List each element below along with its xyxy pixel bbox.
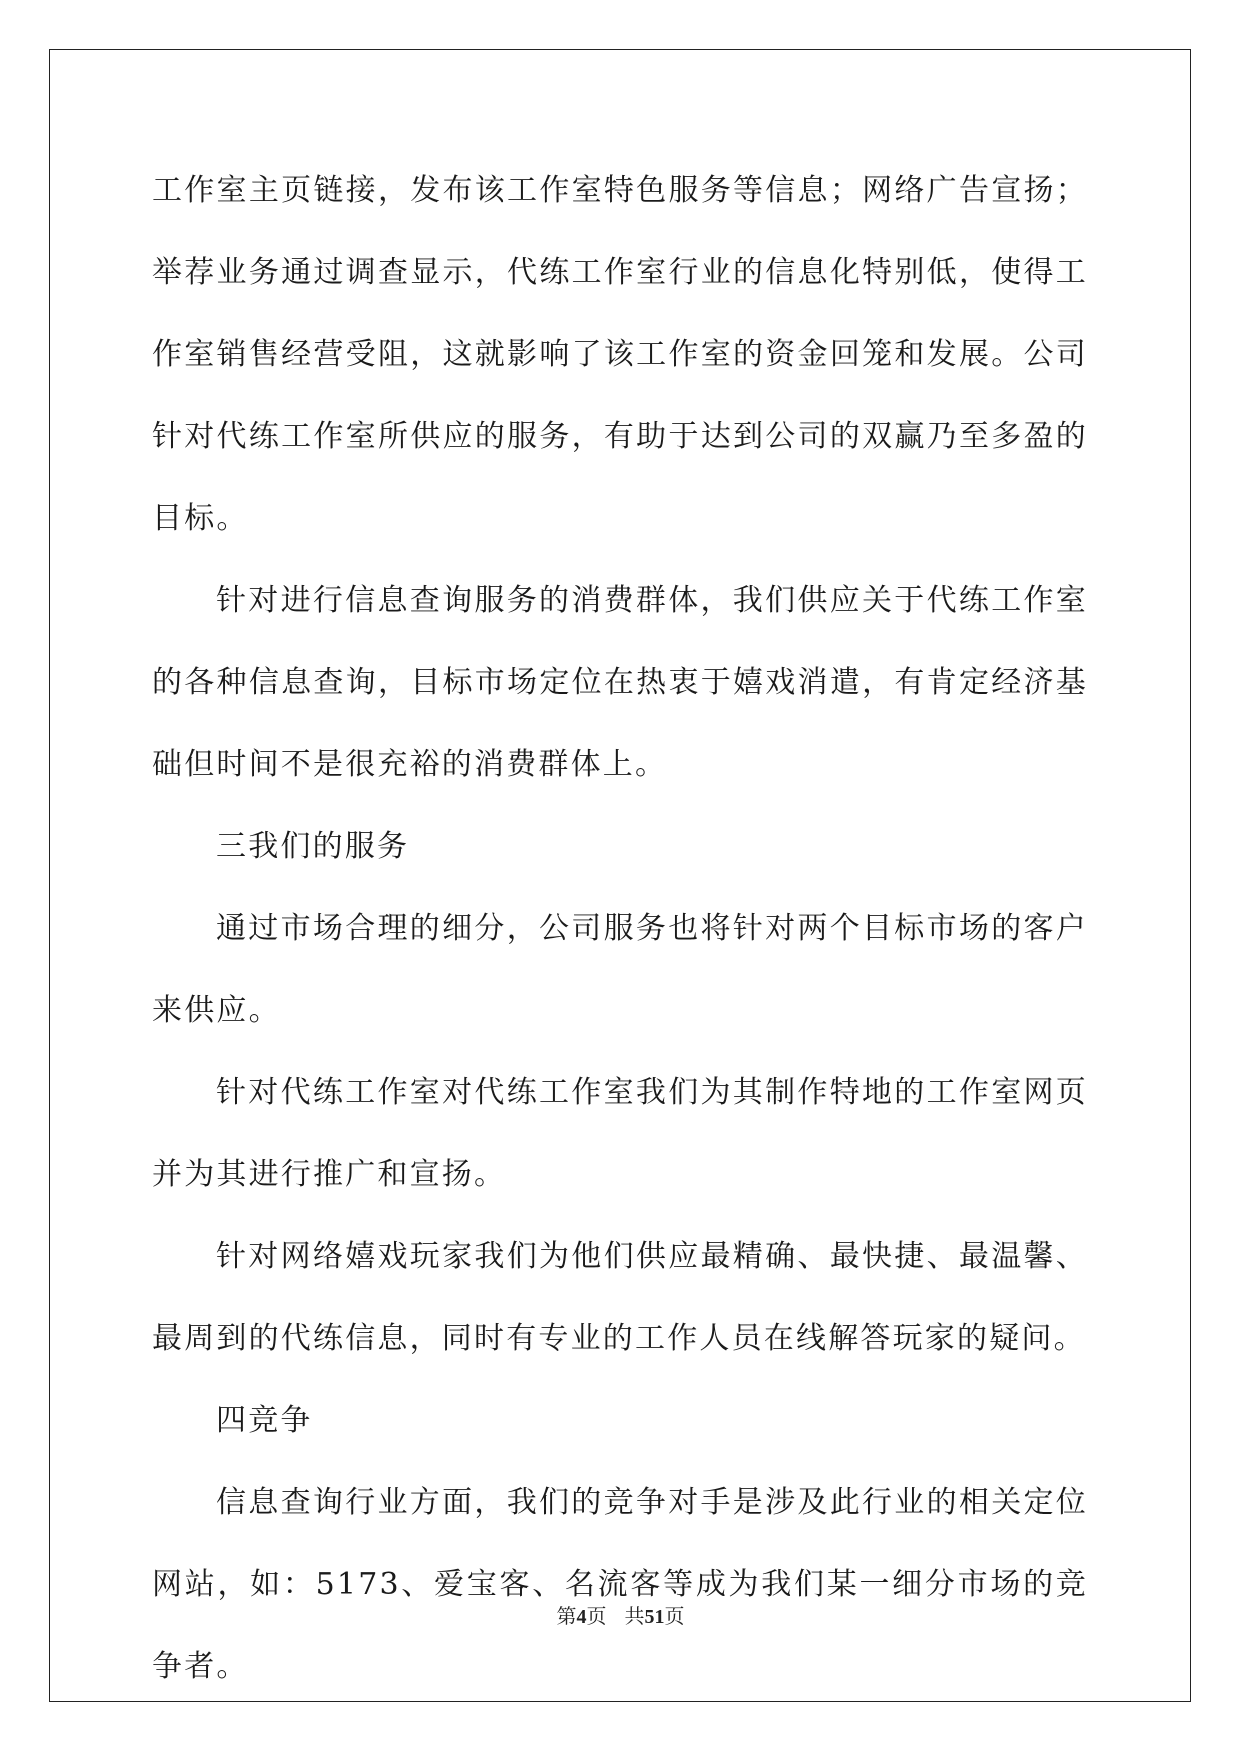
section-heading-competition: 四竞争: [216, 1403, 313, 1438]
total-pages: 51: [644, 1606, 665, 1628]
paragraph-6: 信息查询行业方面，我们的竞争对手是涉及此行业的相关定位网站，如：5173、爱宝客、名流客等成为我们某一细分市场的竞争者。: [152, 1485, 1088, 1684]
page-number: 4: [576, 1606, 587, 1628]
paragraph-1: 工作室主页链接，发布该工作室特色服务等信息；网络广告宣扬；举荐业务通过调查显示，代练工作室行业的信息化特别低，使得工作室销售经营受阻，这就影响了该工作室的资金回笼和发展。公司针对代练工作室所供应的服务，有助于达到公司的双赢乃至多盈的目标。: [152, 173, 1088, 536]
paragraph-3: 通过市场合理的细分，公司服务也将针对两个目标市场的客户来供应。: [152, 911, 1088, 1028]
paragraph-2: 针对进行信息查询服务的消费群体，我们供应关于代练工作室的各种信息查询，目标市场定位在热衷于嬉戏消遣，有肯定经济基础但时间不是很充裕的消费群体上。: [152, 583, 1088, 782]
paragraph-5: 针对网络嬉戏玩家我们为他们供应最精确、最快捷、最温馨、最周到的代练信息，同时有专业的工作人员在线解答玩家的疑问。: [152, 1239, 1088, 1356]
page-prefix: 第: [556, 1606, 577, 1628]
page-footer: [0, 1600, 1241, 1629]
total-suffix: 页: [664, 1606, 685, 1628]
paragraph-4: 针对代练工作室对代练工作室我们为其制作特地的工作室网页并为其进行推广和宣扬。: [152, 1075, 1088, 1192]
total-prefix: 共: [624, 1606, 645, 1628]
document-body: [152, 150, 1088, 1708]
section-heading-services: 三我们的服务: [216, 829, 410, 864]
page-suffix: 页: [586, 1606, 607, 1628]
